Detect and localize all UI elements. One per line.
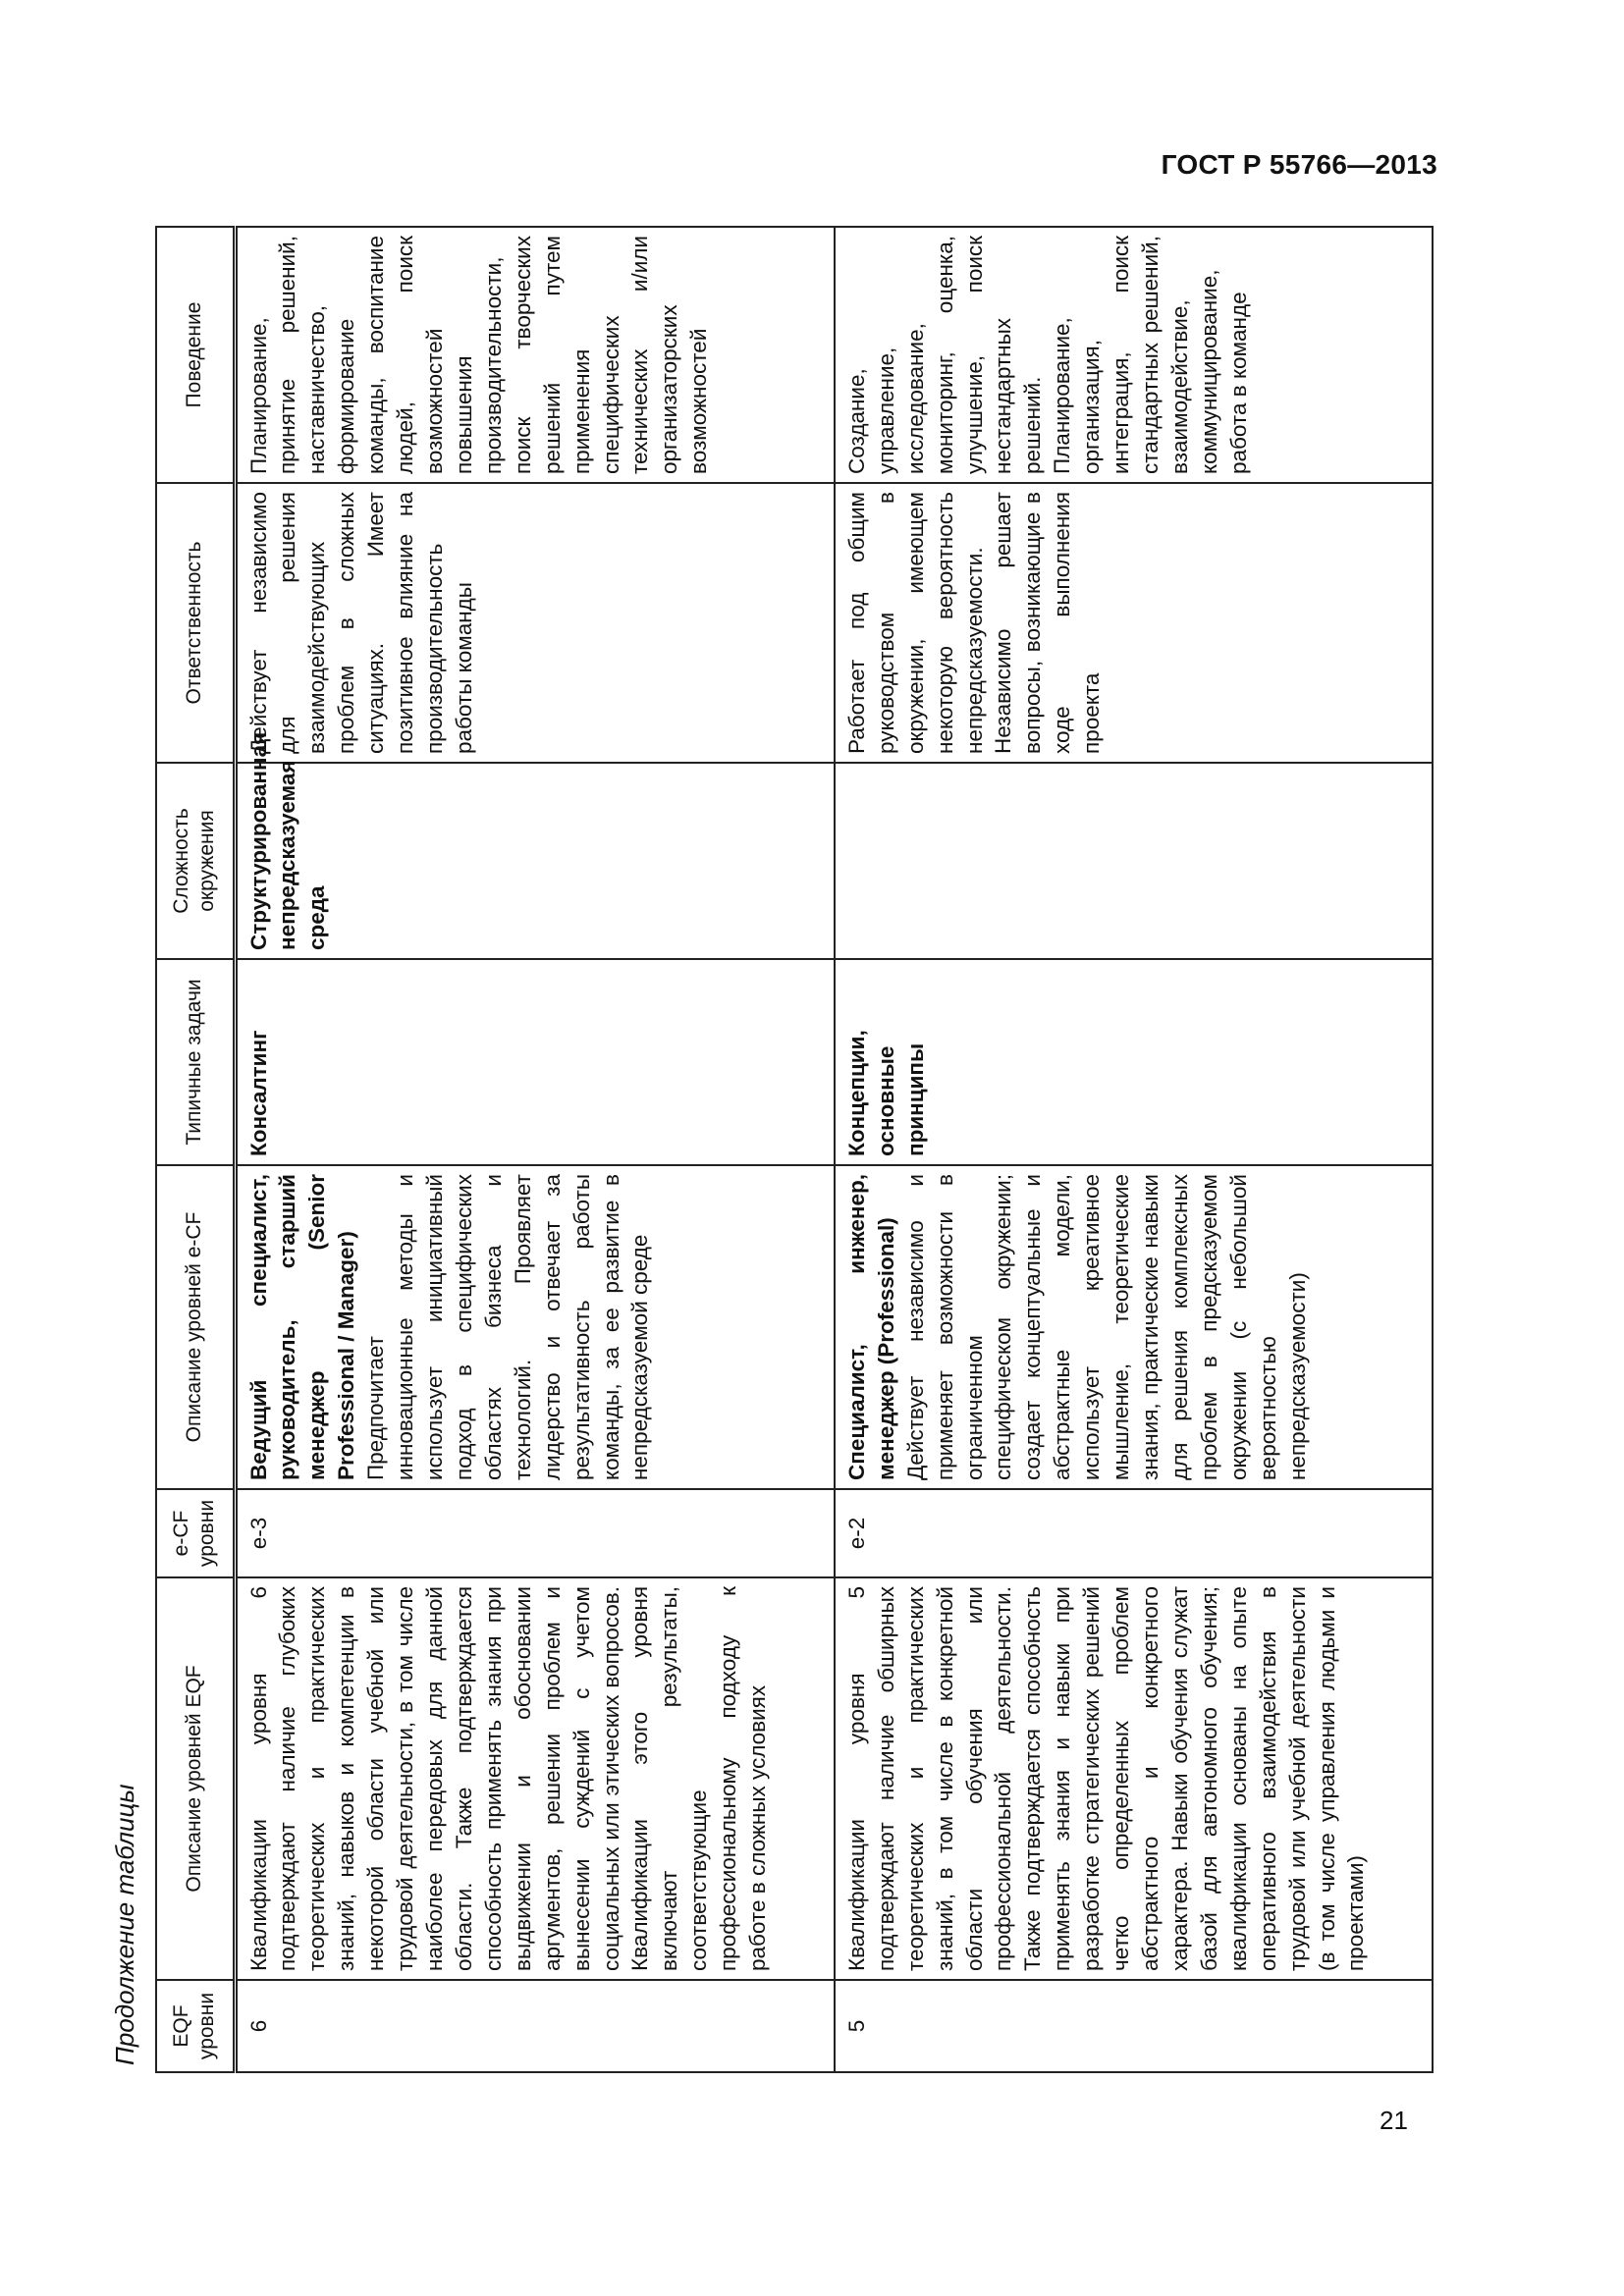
typical-tasks-cell	[835, 959, 1433, 1165]
behaviour-cell: Планирование, принятие решений, наставничество, формирование команды, воспитание людей, поиск возможностей повышения производительности, поиск творческих решений путем применения специфических технических и/или организаторских возможностей	[235, 227, 835, 483]
ecf-level-cell: e-3	[235, 1489, 835, 1577]
header-ecf-description: Описание уровней e-CF	[156, 1165, 235, 1489]
table-row	[235, 227, 835, 2072]
eqf-description-cell: Квалификации уровня 6 подтверждают наличие глубоких теоретических и практических знаний, навыков и компетенции в некоторой области учебной или трудовой деятельности, в том числе наиболее передовых для данной области. Также подтверждается способность применять знания при выдвижении и обосновании аргументов, решении проблем и вынесении суждений с учетом социальных или этических вопросов. Квалификации этого уровня включают результаты, соответствующие профессиональному подходу к работе в сложных условиях	[235, 1577, 835, 1980]
environment-complexity-cell	[835, 763, 1433, 959]
typical-tasks-text: Консалтинг	[245, 1030, 271, 1156]
eqf-level-cell: 6	[235, 1980, 835, 2072]
ecf-level-title: Ведущий специалист, руководитель, старший менеджер (Senior Professional / Manager)	[245, 1174, 359, 1480]
rotated-table-wrapper	[155, 228, 1434, 2073]
header-responsibility: Ответственность	[156, 483, 235, 763]
ecf-description-cell	[835, 1165, 1433, 1489]
ecf-level-title: Специалист, инженер, менеджер (Professional)	[843, 1174, 898, 1480]
ecf-level-cell: e-2	[835, 1489, 1433, 1577]
header-behaviour: Поведение	[156, 227, 235, 483]
header-typical-tasks: Типичные задачи	[156, 959, 235, 1165]
environment-complexity-cell	[235, 731, 835, 959]
header-eqf-description: Описание уровней EQF	[156, 1577, 235, 1980]
ecf-description-cell	[235, 1165, 835, 1489]
header-ecf-level: e-CF уровни	[156, 1489, 235, 1577]
behaviour-cell: Создание, управление, исследование, мониторинг, оценка, улучшение, поиск нестандартных решений. Планирование, организация, интеграция, поиск стандартных решений, взаимодействие, коммуницирование, работа в команде	[835, 227, 1433, 483]
typical-tasks-cell	[235, 959, 835, 1165]
eqf-description-cell: Квалификации уровня 5 подтверждают наличие обширных теоретических и практических знаний, в том числе в конкретной области обучения или профессиональной деятельности. Также подтверждается способность применять знания и навыки при разработке стратегических решений четко определенных проблем абстрактного и конкретного характера. Навыки обучения служат базой для автономного обучения; квалификации основаны на опыте оперативного взаимодействия в трудовой или учебной деятельности (в том числе управления людьми и проектами)	[835, 1577, 1433, 1980]
environment-complexity-text: Структурированная непредсказуемая среда	[245, 731, 330, 950]
responsibility-cell: Действует независимо для решения взаимодействующих проблем в сложных ситуациях. Имеет позитивное влияние на производительность работы команды	[235, 483, 835, 763]
ecf-level-text: Предпочитает инновационные методы и использует инициативный подход в специфических областях бизнеса и технологий. Проявляет лидерство и отвечает за результативность работы команды, за ее развитие в непредсказуемой среде	[363, 1174, 653, 1480]
responsibility-cell: Работает под общим руководством в окружении, имеющем некоторую вероятность непредсказуемости. Независимо решает вопросы, возникающие в ходе выполнения проекта	[835, 483, 1433, 763]
standard-code: ГОСТ Р 55766—2013	[1161, 149, 1437, 180]
eqf-level-cell: 5	[835, 1980, 1433, 2072]
ecf-level-text: Действует независимо и применяет возможности в ограниченном специфическом окружении; создает концептуальные и абстрактные модели, использует креативное мышление, теоретические знания, практические навыки для решения комплексных проблем в предсказуемом окружении (с небольшой вероятностью непредсказуемости)	[902, 1174, 1310, 1480]
table-header-row	[156, 227, 235, 2072]
table-row	[835, 227, 1433, 2072]
qualification-levels-table	[155, 226, 1434, 2073]
continuation-caption: Продолжение таблицы	[110, 1784, 139, 2065]
typical-tasks-text: Концепции, основные принципы	[843, 1030, 928, 1156]
page-number: 21	[1380, 2106, 1408, 2135]
header-eqf-level: EQF уровни	[156, 1980, 235, 2072]
header-environment-complexity: Сложность окружения	[156, 763, 235, 959]
